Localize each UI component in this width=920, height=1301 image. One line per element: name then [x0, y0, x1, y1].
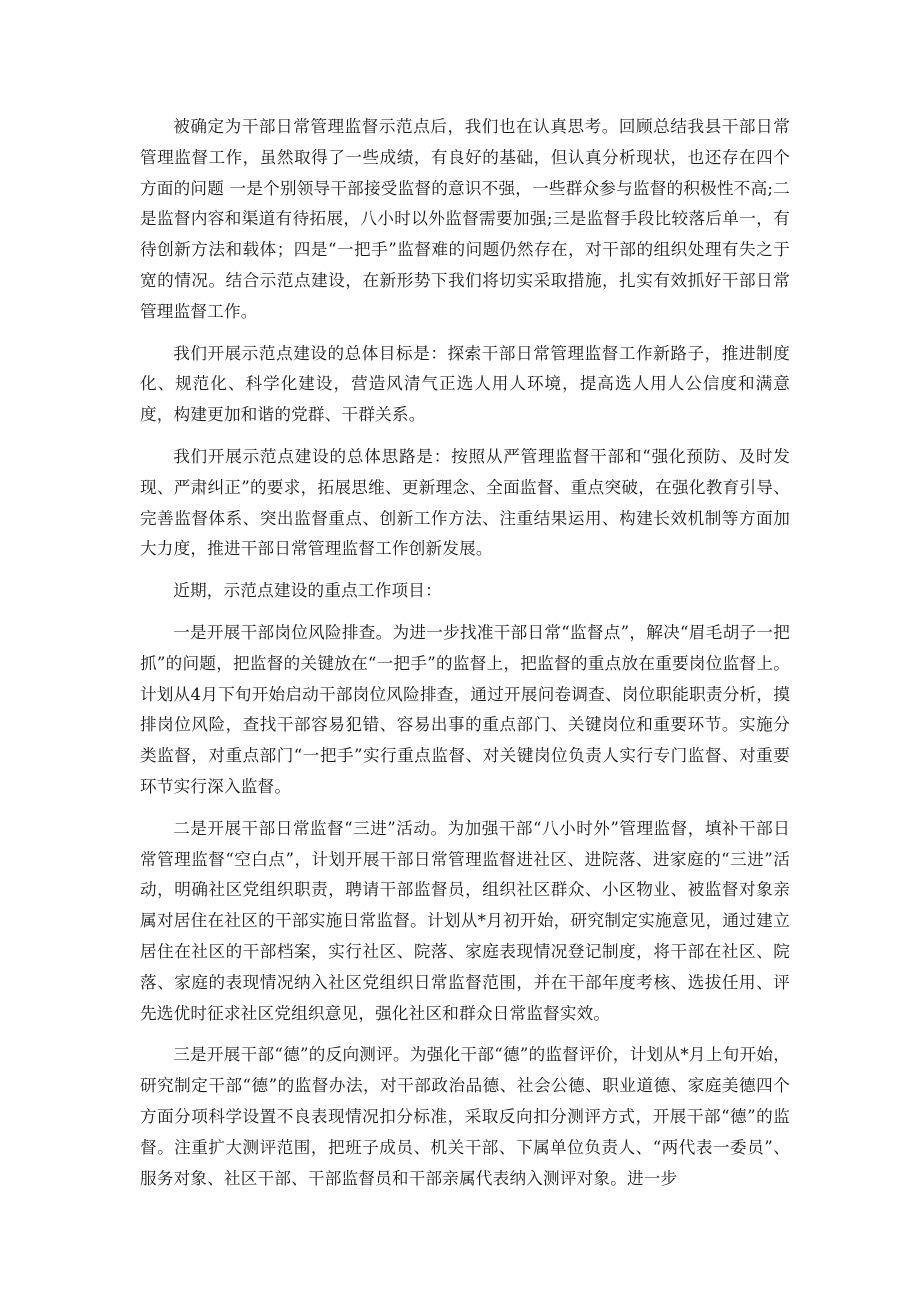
- paragraph-overall-approach: 我们开展示范点建设的总体思路是：按照从严管理监督干部和“强化预防、及时发现、严肃纠正”的要求，拓展思维、更新理念、全面监督、重点突破，在强化教育引导、完善监督体系、突出监督重点、创新工作方法、注重结果运用、构建长效机制等方面加大力度，推进干部日常管理监督工作创新发展。: [140, 446, 790, 559]
- document-body: [140, 112, 790, 1205]
- paragraph-overall-goal: 我们开展示范点建设的总体目标是：探索干部日常管理监督工作新路子，推进制度化、规范化、科学化建设，营造风清气正选人用人环境，提高选人用人公信度和满意度，构建更加和谐的党群、干群关系。: [140, 343, 790, 425]
- paragraph-project-risk-screening: 一是开展干部岗位风险排查。为进一步找准干部日常“监督点”，解决“眉毛胡子一把抓”的问题，把监督的关键放在“一把手”的监督上，把监督的重点放在重要岗位监督上。计划从4月下旬开始启动干部岗位风险排查，通过开展问卷调查、岗位职能职责分析，摸排岗位风险，查找干部容易犯错、容易出事的重点部门、关键岗位和重要环节。实施分类监督，对重点部门“一把手”实行重点监督、对关键岗位负责人实行专门监督、对重要环节实行深入监督。: [140, 622, 790, 796]
- paragraph-project-three-entries: 二是开展干部日常监督“三进”活动。为加强干部“八小时外”管理监督，填补干部日常管理监督“空白点”，计划开展干部日常管理监督进社区、进院落、进家庭的“三进”活动，明确社区党组织职责，聘请干部监督员，组织社区群众、小区物业、被监督对象亲属对居住在社区的干部实施日常监督。计划从*月初开始，研究制定实施意见，通过建立居住在社区的干部档案，实行社区、院落、家庭表现情况登记制度，将干部在社区、院落、家庭的表现情况纳入社区党组织日常监督范围，并在干部年度考核、选拔任用、评先选优时征求社区党组织意见，强化社区和群众日常监督实效。: [140, 818, 790, 1023]
- paragraph-project-moral-evaluation: 三是开展干部“德”的反向测评。为强化干部“德”的监督评价，计划从*月上旬开始，研究制定干部“德”的监督办法，对干部政治品德、社会公德、职业道德、家庭美德四个方面分项科学设置不良表现情况扣分标准，采取反向扣分测评方式，开展干部“德”的监督。注重扩大测评范围，把班子成员、机关干部、下属单位负责人、“两代表一委员”、服务对象、社区干部、干部监督员和干部亲属代表纳入测评对象。进一步: [140, 1045, 790, 1188]
- paragraph-current-problems: 被确定为干部日常管理监督示范点后，我们也在认真思考。回顾总结我县干部日常管理监督工作，虽然取得了一些成绩，有良好的基础，但认真分析现状，也还存在四个方面的问题 一是个别领导干部接受监督的意识不强，一些群众参与监督的积极性不高;二是监督内容和渠道有待拓展，八小时以外监督需要加强;三是监督手段比较落后单一，有待创新方法和载体；四是“一把手”监督难的问题仍然存在，对干部的组织处理有失之于宽的情况。结合示范点建设，在新形势下我们将切实采取措施，扎实有效抓好干部日常管理监督工作。: [140, 117, 790, 321]
- paragraph-key-projects-intro: 近期，示范点建设的重点工作项目：: [173, 581, 442, 601]
